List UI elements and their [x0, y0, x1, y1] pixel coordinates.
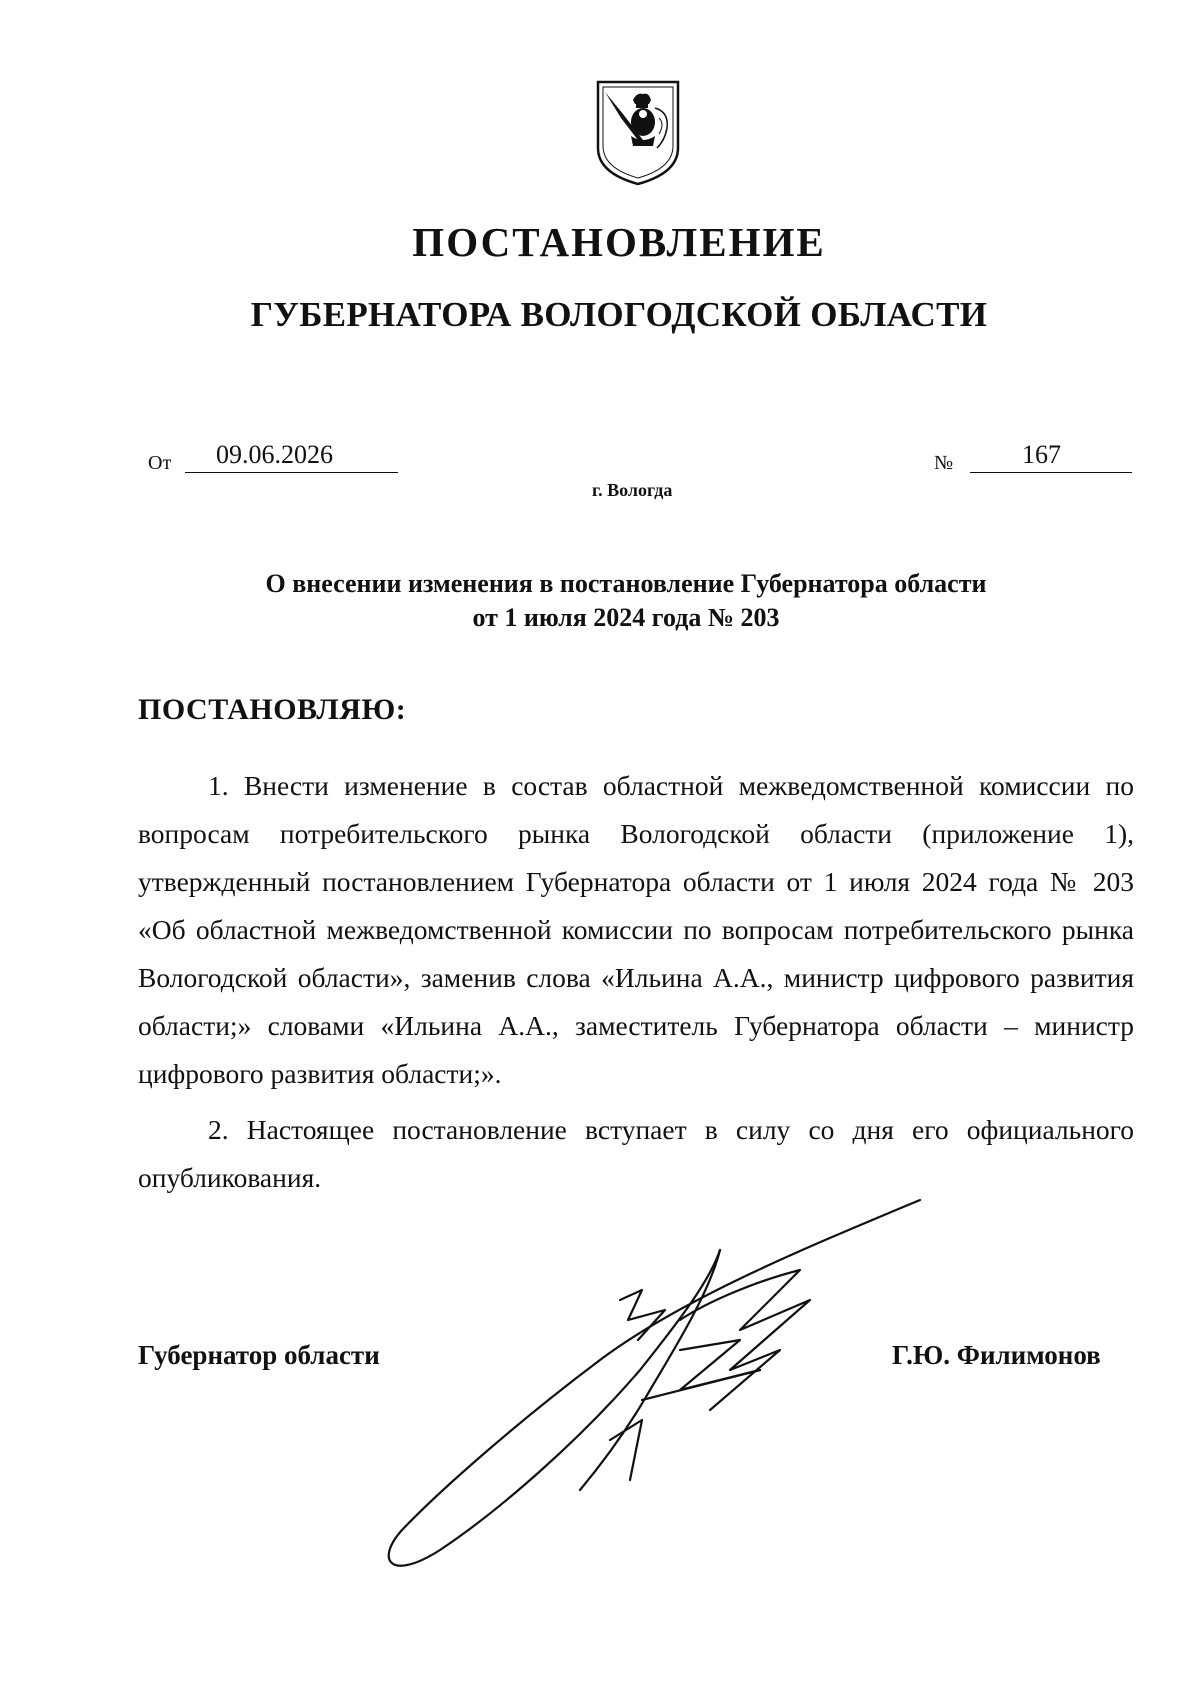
document-subject [0, 567, 1200, 635]
signatory-position: Губернатор области [138, 1340, 380, 1370]
number-value: 167 [970, 440, 1132, 473]
paragraph-1 [138, 762, 1134, 1098]
handwritten-signature-icon [380, 1190, 940, 1570]
paragraph-1-text: 1. Внести изменение в состав областной межведомственной комиссии по вопросам потребительского рынка Вологодской области (приложение 1), утвержденный постановлением Губернатора области от 1 июля 2024 года № 203 «Об областной межведомственной комиссии по вопросам потребительского рынка Вологодской области», заменив слова «Ильина А.А., министр цифрового развития области;» словами «Ильина А.А., заместитель Губернатора области – министр цифрового развития области;». [138, 770, 1134, 1089]
issuer-title: ГУБЕРНАТОРА ВОЛОГОДСКОЙ ОБЛАСТИ [250, 295, 988, 334]
coat-of-arms-icon [593, 78, 683, 188]
paragraph-2-text: 2. Настоящее постановление вступает в силу со дня его официального опубликования. [138, 1114, 1134, 1193]
decree-heading: ПОСТАНОВЛЯЮ: [138, 693, 407, 726]
city-label: г. Вологда [592, 480, 673, 500]
date-label: От [148, 452, 172, 474]
number-label: № [934, 452, 954, 474]
date-value: 09.06.2026 [185, 440, 398, 473]
subject-line-2: от 1 июля 2024 года № 203 [472, 603, 780, 632]
signatory-name: Г.Ю. Филимонов [892, 1340, 1101, 1370]
subject-line-1: О внесении изменения в постановление Губернатора области [265, 569, 987, 598]
paragraph-2 [138, 1106, 1134, 1202]
document-type-title: ПОСТАНОВЛЕНИЕ [412, 219, 826, 265]
